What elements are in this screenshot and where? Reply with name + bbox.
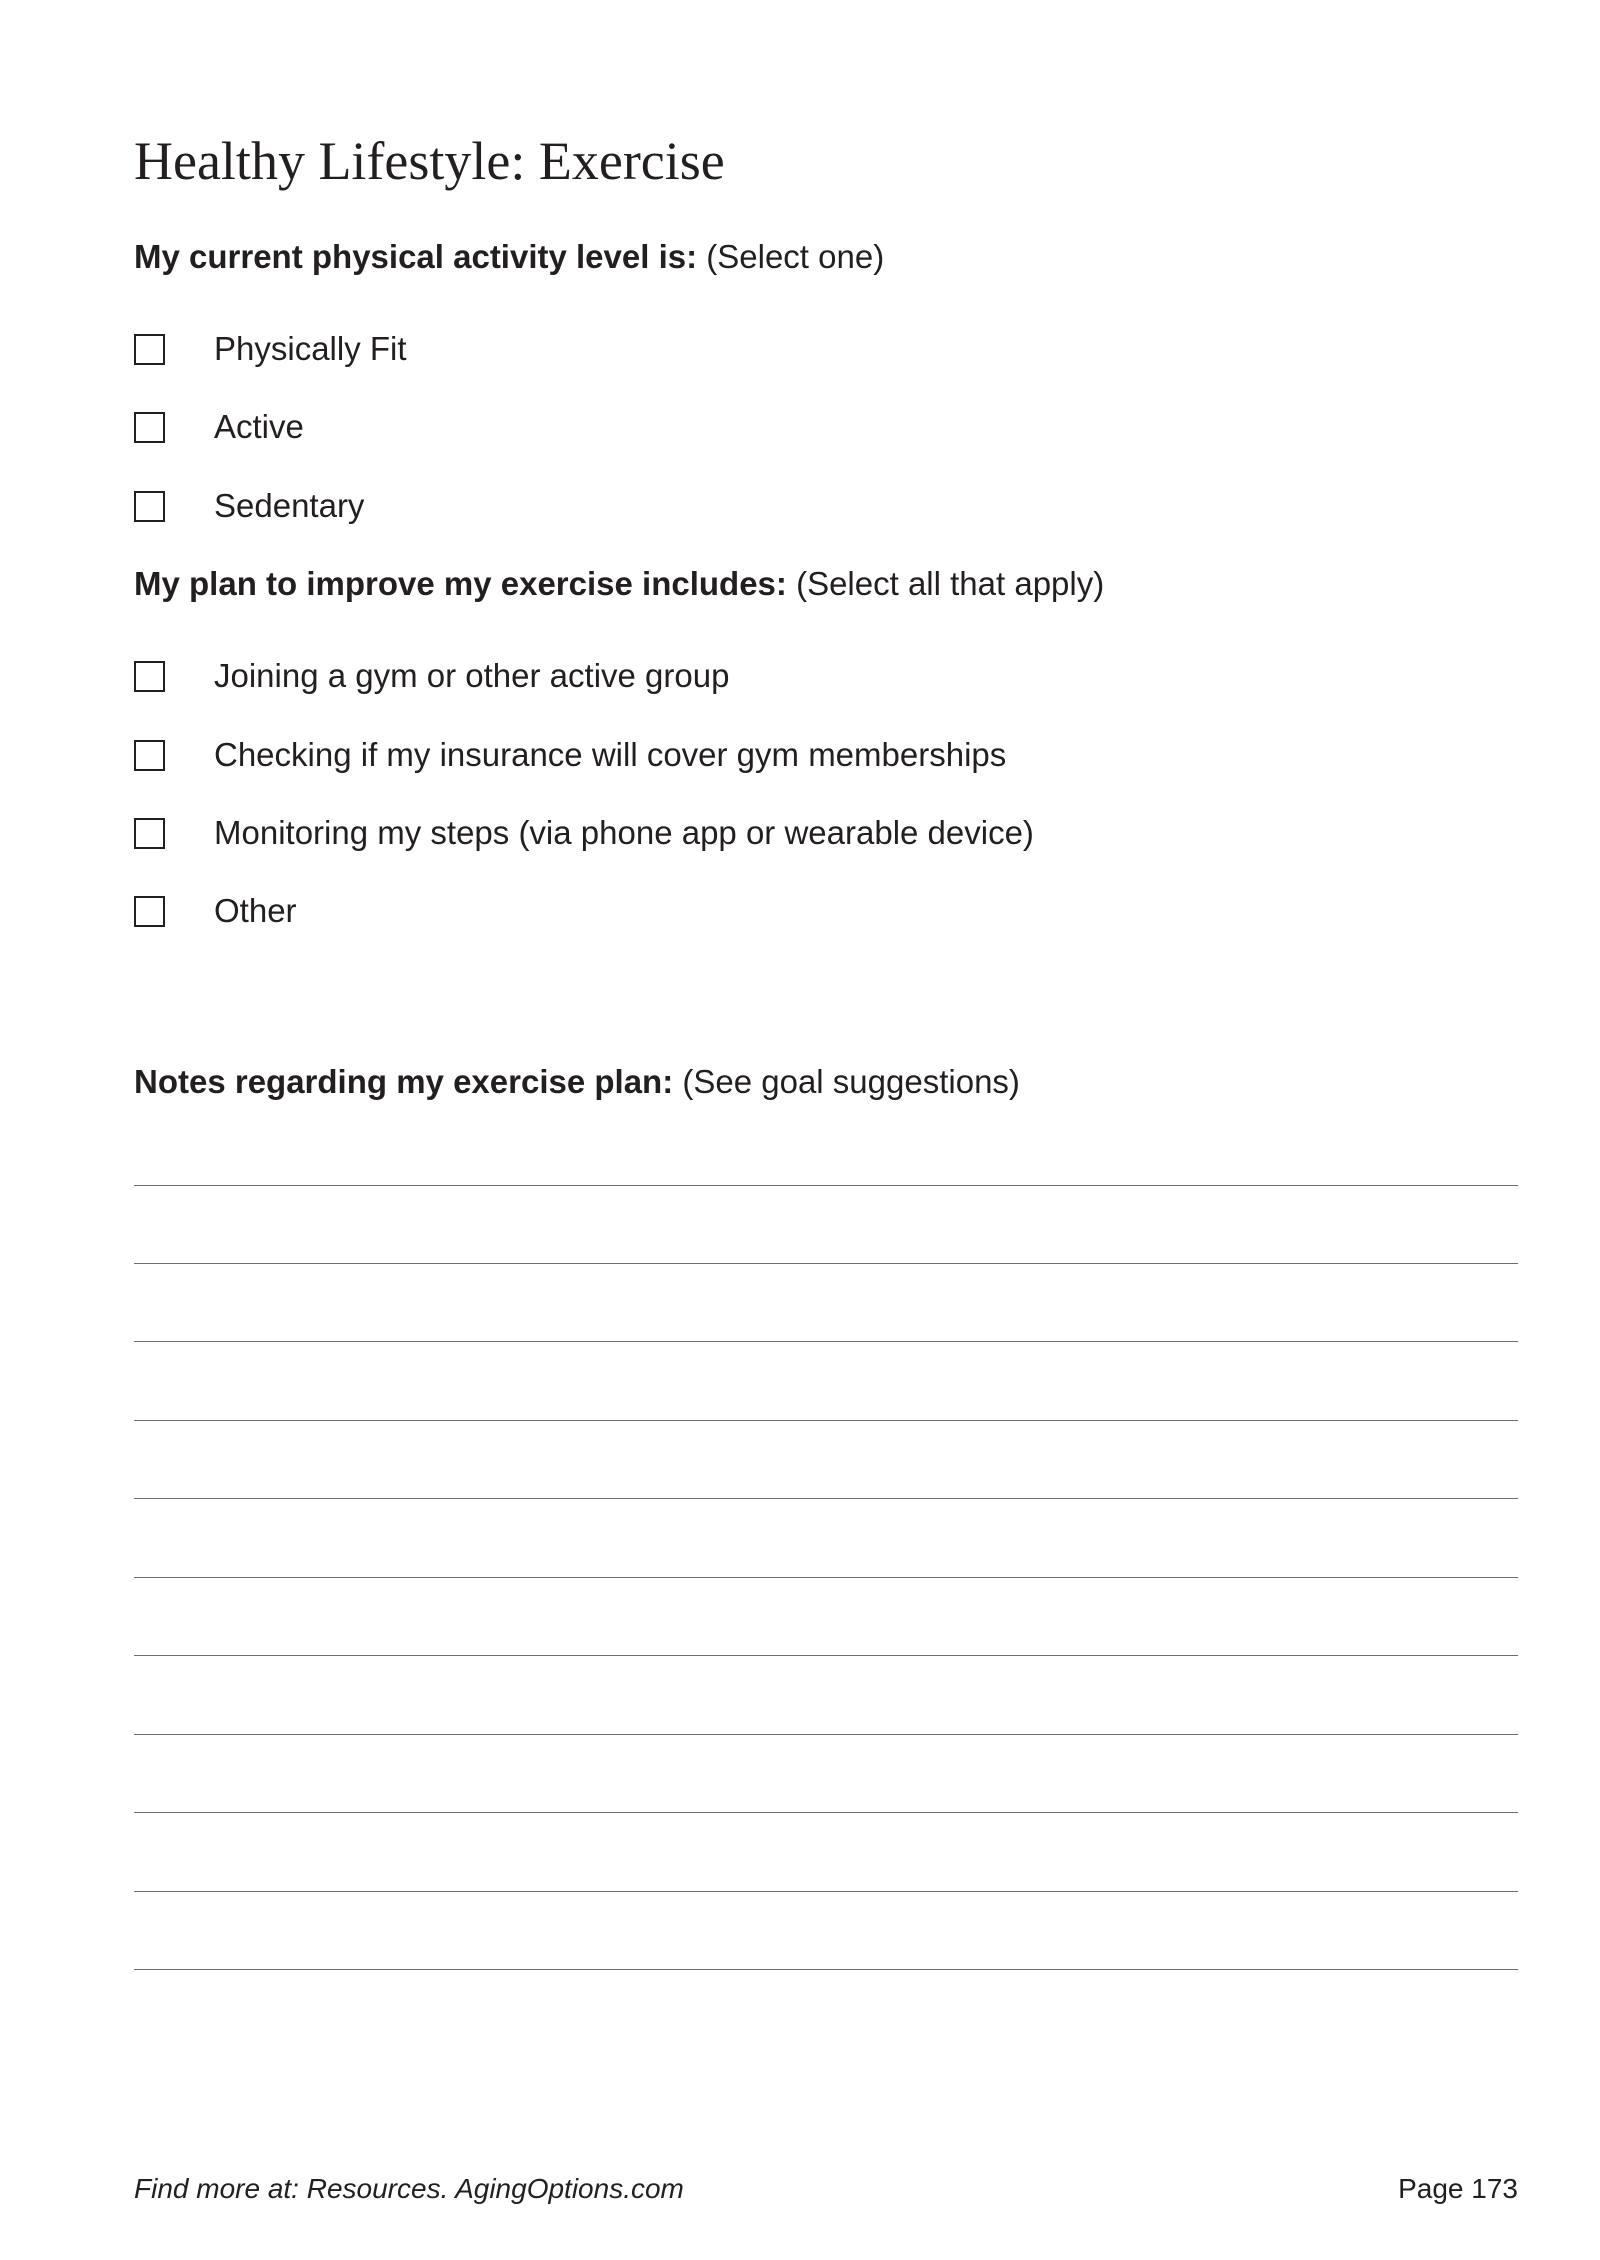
notes-line[interactable] [134,1577,1518,1578]
notes-hint: (See goal suggestions) [682,1063,1020,1100]
activity-level-hint: (Select one) [706,238,885,275]
option-joining-gym[interactable] [134,656,729,696]
checkbox-sedentary[interactable] [134,491,165,522]
notes-heading [134,1062,1020,1102]
improvement-plan-hint: (Select all that apply) [796,565,1105,602]
option-label: Physically Fit [214,330,407,367]
option-label: Sedentary [214,487,365,524]
checkbox-joining-gym[interactable] [134,661,165,692]
notes-line[interactable] [134,1341,1518,1342]
page-title: Healthy Lifestyle: Exercise [134,131,725,191]
notes-line[interactable] [134,1263,1518,1264]
checkbox-insurance-gym[interactable] [134,740,165,771]
checkbox-monitoring-steps[interactable] [134,818,165,849]
checkbox-physically-fit[interactable] [134,334,165,365]
option-active[interactable] [134,407,304,447]
notes-line[interactable] [134,1420,1518,1421]
notes-line[interactable] [134,1969,1518,1970]
option-other[interactable] [134,891,297,931]
option-label: Other [214,892,297,929]
notes-line[interactable] [134,1498,1518,1499]
option-sedentary[interactable] [134,486,364,526]
option-label: Joining a gym or other active group [214,657,730,694]
option-insurance-gym[interactable] [134,735,1006,775]
option-label: Active [214,408,304,445]
improvement-plan-heading-text: My plan to improve my exercise includes: [134,565,787,602]
notes-heading-text: Notes regarding my exercise plan: [134,1063,674,1100]
option-monitoring-steps[interactable] [134,813,1034,853]
option-label: Checking if my insurance will cover gym memberships [214,736,1007,773]
notes-line[interactable] [134,1185,1518,1186]
option-physically-fit[interactable] [134,329,407,369]
notes-line[interactable] [134,1655,1518,1656]
notes-line[interactable] [134,1734,1518,1735]
activity-level-heading [134,237,884,277]
checkbox-other[interactable] [134,896,165,927]
improvement-plan-heading [134,564,1104,604]
option-label: Monitoring my steps (via phone app or wearable device) [214,814,1034,851]
notes-line[interactable] [134,1891,1518,1892]
page-number: Page 173 [1398,2173,1518,2204]
activity-level-heading-text: My current physical activity level is: [134,238,698,275]
notes-line[interactable] [134,1812,1518,1813]
checkbox-active[interactable] [134,412,165,443]
footer-source: Find more at: Resources. AgingOptions.com [134,2173,684,2204]
